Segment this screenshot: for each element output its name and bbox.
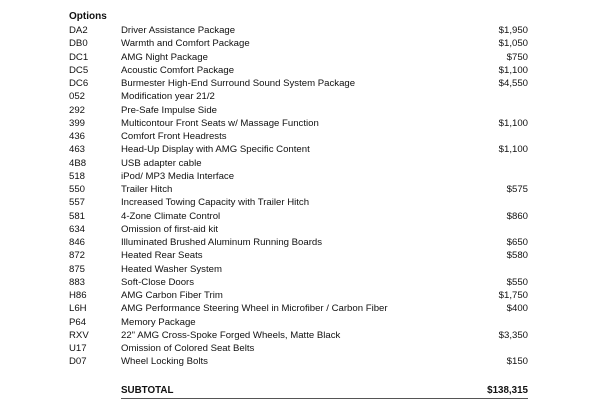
option-row (0, 64, 600, 77)
option-price: $400 (506, 303, 528, 315)
option-description: Pre-Safe Impulse Side (121, 104, 217, 116)
option-row (0, 37, 600, 50)
option-row (0, 223, 600, 236)
option-description: Omission of first-aid kit (121, 223, 219, 235)
option-description: Memory Package (121, 316, 196, 328)
option-row (0, 117, 600, 130)
option-code: 846 (69, 237, 86, 248)
option-description: Multicontour Front Seats w/ Massage Function (121, 117, 319, 129)
option-description: Trailer Hitch (121, 184, 173, 195)
option-row (0, 130, 600, 143)
option-code: 875 (69, 263, 86, 275)
option-description: Increased Towing Capacity with Trailer Hitch (121, 197, 310, 209)
option-row (0, 90, 600, 103)
option-row (0, 24, 600, 37)
option-price: $4,550 (498, 78, 528, 89)
option-row (0, 355, 600, 368)
option-code: 518 (69, 170, 86, 182)
subtotal-label: SUBTOTAL (121, 385, 174, 396)
option-code: DC5 (69, 64, 89, 76)
option-price: $150 (506, 356, 528, 368)
option-description: iPod/ MP3 Media Interface (121, 170, 235, 182)
option-code: DC6 (69, 78, 89, 89)
option-code: DC1 (69, 51, 89, 63)
option-code: 463 (69, 144, 86, 156)
option-description: USB adapter cable (121, 157, 202, 169)
option-row (0, 249, 600, 262)
option-code: 872 (69, 250, 86, 262)
option-price: $550 (506, 276, 528, 288)
option-row (0, 143, 600, 156)
option-description: AMG Carbon Fiber Trim (121, 290, 223, 301)
option-price: $860 (506, 210, 528, 222)
option-description: Soft-Close Doors (121, 276, 195, 288)
option-code: 550 (69, 184, 86, 195)
subtotal-divider (121, 398, 528, 399)
option-code: U17 (69, 343, 87, 354)
option-price: $3,350 (498, 329, 528, 341)
option-row (0, 329, 600, 342)
option-description: Heated Washer System (121, 263, 222, 275)
option-row (0, 157, 600, 170)
option-row (0, 263, 600, 276)
option-description: Head-Up Display with AMG Specific Content (121, 144, 310, 156)
option-price: $750 (506, 51, 528, 63)
option-code: 557 (69, 197, 86, 209)
option-row (0, 170, 600, 183)
option-description: Driver Assistance Package (121, 25, 236, 36)
option-price: $1,750 (498, 290, 528, 301)
option-code: 052 (69, 91, 86, 103)
option-code: 399 (69, 117, 86, 129)
option-description: Modification year 21/2 (121, 91, 215, 103)
option-code: 634 (69, 223, 86, 235)
option-price: $1,100 (498, 117, 528, 129)
subtotal-value: $138,315 (487, 385, 528, 396)
option-description: Warmth and Comfort Package (121, 38, 250, 50)
option-row (0, 236, 600, 249)
option-row (0, 276, 600, 289)
option-description: Omission of Colored Seat Belts (121, 343, 255, 354)
option-row (0, 196, 600, 209)
option-price: $575 (506, 184, 528, 195)
option-code: DA2 (69, 25, 88, 36)
option-code: 4B8 (69, 157, 87, 169)
option-code: 581 (69, 210, 86, 222)
option-description: 4-Zone Climate Control (121, 210, 221, 222)
option-price: $1,050 (498, 38, 528, 50)
option-row (0, 316, 600, 329)
option-code: L6H (69, 303, 87, 315)
option-row (0, 289, 600, 302)
option-price: $580 (506, 250, 528, 262)
option-code: H86 (69, 290, 87, 301)
option-description: Wheel Locking Bolts (121, 356, 208, 368)
option-price: $650 (506, 237, 528, 248)
option-code: 436 (69, 131, 86, 142)
option-description: AMG Performance Steering Wheel in Microfiber / Carbon Fiber (121, 303, 388, 315)
option-price: $1,100 (498, 64, 528, 76)
option-row (0, 210, 600, 223)
option-code: DB0 (69, 38, 88, 50)
option-description: Comfort Front Headrests (121, 131, 227, 142)
option-price: $1,950 (498, 25, 528, 36)
option-code: 883 (69, 276, 86, 288)
option-description: Burmester High-End Surround Sound System Package (121, 78, 356, 89)
option-row (0, 51, 600, 64)
option-code: RXV (69, 329, 89, 341)
option-description: 22" AMG Cross-Spoke Forged Wheels, Matte Black (121, 329, 341, 341)
options-list (0, 24, 600, 369)
options-heading: Options (69, 11, 107, 22)
option-row (0, 104, 600, 117)
option-code: 292 (69, 104, 86, 116)
option-description: Heated Rear Seats (121, 250, 203, 262)
option-row (0, 183, 600, 196)
option-description: Illuminated Brushed Aluminum Running Boards (121, 237, 323, 248)
option-description: AMG Night Package (121, 51, 208, 63)
option-code: P64 (69, 316, 87, 328)
option-code: D07 (69, 356, 87, 368)
option-row (0, 77, 600, 90)
option-price: $1,100 (498, 144, 528, 156)
option-row (0, 302, 600, 315)
option-description: Acoustic Comfort Package (121, 64, 235, 76)
option-row (0, 342, 600, 355)
